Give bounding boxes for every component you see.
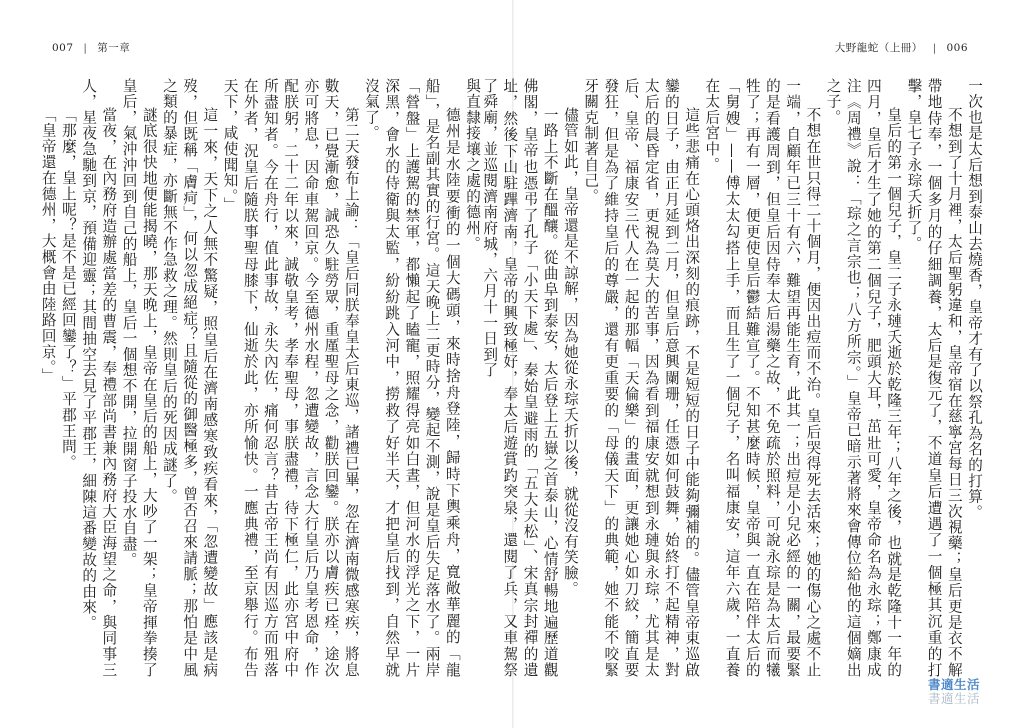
- paragraph: 這些悲痛在心頭烙出深刻的痕跡，不是短短的日子中能夠彌補的。儘管皇帝東巡啟鑾的日子，由正月延到二月，但皇后意興闌珊，任憑如何鼓舞，始終打不起精神，對太后的晨昏定省，更視為莫大的苦事，因為看到福康安就想到永璉與永琮，尤其是太后、皇帝、福康安三代人在一起的那幅「天倫樂」的畫面，更讓她心如刀絞，簡直要發狂，但是為了維持皇后的尊嚴，還有更重要的「母儀天下」的典範，她不能不咬緊牙關克制著自己。: [582, 78, 701, 678]
- paragraph: 一路上不斷在醞釀。從曲阜到泰安，太后登上五嶽之首泰山，心情舒暢地遍歷道觀佛閣，皇帝也憑弔了孔子「小天下處」、秦始皇避雨的「五大夫松」、宋真宗封禪的遺址，然後下山駐蹕濟南，皇帝的興致極好，奉太后遊賞趵突泉，還閱了兵，又車駕祭了舜廟，並巡閱濟南府城，六月十一日到了: [481, 78, 559, 678]
- paragraph: 儘管如此，皇帝還是不諒解，因為她從永琮夭折以後，就從沒有笑臉。: [561, 107, 579, 597]
- paragraph: 皇后的第一個兒子，皇二子永璉夭逝於乾隆三年；八年之後，也就是乾隆十一年的四月，皇后才生了她的第二個兒子，肥頭大耳，茁壯可愛，皇帝命名為永琮；鄭康成注《周禮》說：「琮之言宗也；八方所宗。」皇帝已暗示著將來會傳位給他的這個嫡出之子。: [824, 78, 903, 678]
- paragraph: 「皇帝還在德州，大概會由陸路回京。」: [39, 107, 57, 385]
- paragraph: 不想到了十月裡，太后聖躬違和，皇帝宿在慈寧宮每日三次視藥；皇后更是衣不解帶地侍奉，一個多月的仔細調養，太后是復元了，不道皇后遭遇了一個極其沉重的打擊，皇七子永琮夭折了。: [905, 78, 963, 678]
- chapter-title: 第一章: [97, 42, 131, 54]
- book-title: 大野龍蛇（上冊）: [834, 42, 923, 54]
- header-separator: |: [83, 42, 88, 54]
- paragraph: 謎底很快地便能揭曉，那天晚上，皇帝在皇后的船上，大吵了一架；皇帝揮拳揍了皇后，氣沖沖回到自己的船上，皇后一個想不開，拉開窗子投水自盡。: [120, 78, 158, 678]
- paragraph: 與直隸接壤之處的德州。: [464, 78, 481, 252]
- paragraph: 這一來，天下之人無不驚疑，照皇后在濟南感寒致疾看來，「忽遭變故」應該是病歿，但既稱「膚疴」，何以忽成絕症？且隨從的御醫極多，曾否召來請脈；那怕是中風之類的暴症，亦斷無不作急救之理。然則皇后的死因成謎了。: [160, 78, 219, 678]
- header-separator: |: [932, 42, 937, 54]
- paragraph: 當夜，在內務府造辦處當差的曹震，奉禮部尚書兼內務府大臣海望之命，與同事三人，星夜急馳到京，預備迎靈；其間抽空去見了平郡王，細陳這番變故的由來。: [80, 78, 118, 678]
- publisher-name: 書適生活: [927, 677, 980, 692]
- paragraph: 一次也是太后想到泰山去燒香，皇帝才有了以祭孔為名的打算。: [966, 78, 983, 521]
- paragraph: 德州是水陸要衝的一個大碼頭，來時捨舟登陸，歸時下輿乘舟，寬敞華麗的「龍船」，是名副其實的行宮。這天晚上二更時分，變起不測，說是皇后失足落水了。兩岸「營盤」上護駕的禁軍，都懶起了瞌寵，照耀得亮如白晝，但河水的浮光之下，一片深黑，會水的侍衛與太監，紛紛跳入河中，撈救了好半天，才把皇后找到，自然早就沒氣了。: [362, 78, 461, 678]
- right-page-body: [481, 78, 984, 678]
- publisher-logo: [922, 678, 986, 706]
- paragraph: 「那麼，皇上呢？是不是已經回鑾了？」平郡王問。: [59, 107, 77, 471]
- left-page-number: 007: [52, 42, 74, 54]
- left-page-body: [39, 78, 482, 678]
- right-running-head: [835, 40, 968, 55]
- left-running-head: [52, 40, 130, 55]
- paragraph: 不想在世只得二十個月，便因出痘而不治。皇后哭得死去活來；她的傷心之處不止一端，自顧年已三十有六，難望再能生育，此其一；出痘是小兒必經的一關，最要緊的是看護周到，但皇后因侍奉太后湯藥之故，不免疏於照料，可說永琮是為太后而犧牲了；再有一層，便更使皇后鬱結難宣了。不知甚麼時候，皇帝與一直在陪伴太后的「舅嫂」——傅太太勾搭上手，而且生了一個兒子，名叫福康安，這年六歲，一直養在太后宮中。: [703, 78, 822, 678]
- publisher-name-shadow: 書適生活: [927, 691, 980, 706]
- right-page-number: 006: [946, 42, 968, 54]
- paragraph: 第二天發布上諭：「皇后同朕奉皇太后東巡，諸禮已畢，忽在濟南微感寒疾，將息數天，已覺漸愈，誠恐久駐勞眾，重厪聖母之念，勸朕回鑾。朕亦以膚疾已痊，途次亦可將息，因命車駕回京。今至德州水程，忽遭變故，言念大行皇后乃皇考恩命，作配朕躬，二十二年以來，誠敬皇考，孝奉聖母，事朕盡禮，待下極仁，此亦宮中府中所盡知者。今在舟行，值此事故，永失內佐，痛何忍言？昔古帝王尚有因巡方而殂落在外者，況皇后隨朕事聖母膝下，仙逝於此，亦所愉快。一應典禮，至京舉行。布告天下，咸使聞知。」: [221, 78, 360, 678]
